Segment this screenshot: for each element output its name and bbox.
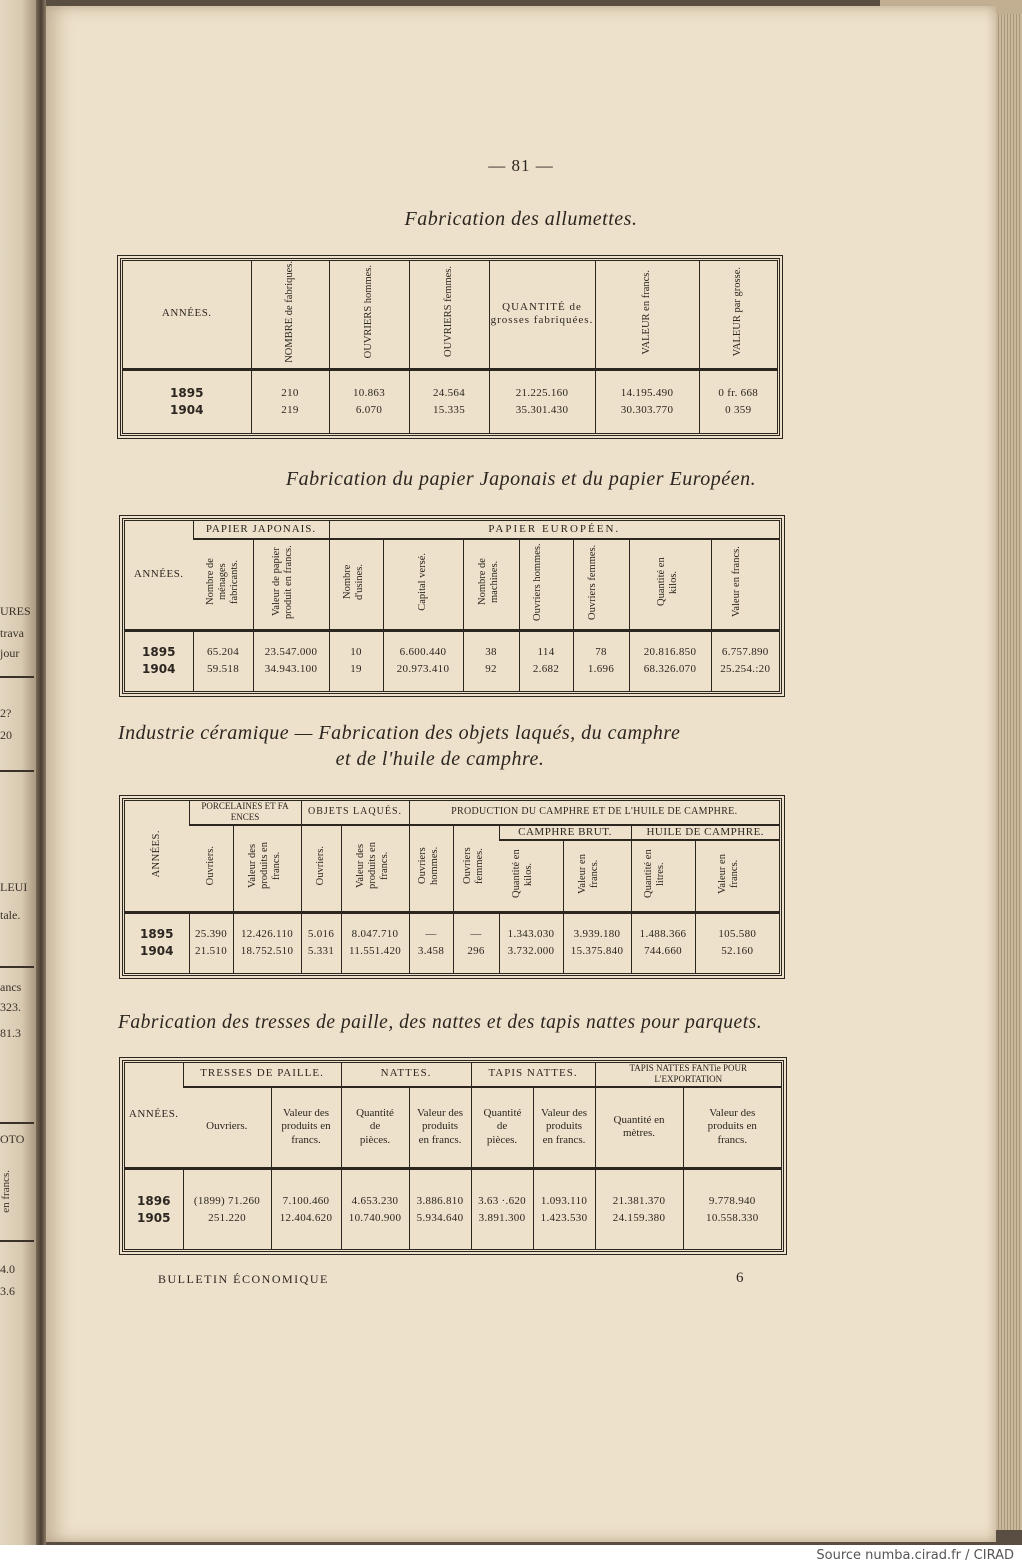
prev-fragment: 323. xyxy=(0,1000,21,1014)
data-cell: 24.564 15.335 xyxy=(409,369,489,433)
data-cell: 9.778.940 10.558.330 xyxy=(683,1169,781,1250)
data-cell: 8.047.710 11.551.420 xyxy=(341,912,409,973)
data-cell: 20.816.850 68.326.070 xyxy=(629,630,711,691)
prev-fragment: 3.6 xyxy=(0,1284,15,1298)
group-header: PORCELAINES ET FA ENCES xyxy=(189,801,301,825)
col-header: Quantité en mètres. xyxy=(595,1087,683,1169)
source-credit[interactable]: Source numba.cirad.fr / CIRAD xyxy=(816,1548,1014,1563)
col-header: Valeur en francs. xyxy=(563,840,631,912)
col-header: ANNÉES. xyxy=(125,1063,183,1169)
group-header: NATTES. xyxy=(341,1063,471,1087)
year-cell: 1895 1904 xyxy=(142,645,176,677)
col-header: Valeur des produits en francs. xyxy=(233,825,301,913)
data-cell: 38 92 xyxy=(463,630,519,691)
page-number: — 81 — xyxy=(488,156,554,175)
prev-fragment: 81.3 xyxy=(0,1026,21,1040)
col-header: Ouvriers femmes. xyxy=(573,539,629,630)
data-cell: 21.225.160 35.301.430 xyxy=(489,369,595,433)
prev-fragment: ancs xyxy=(0,980,22,994)
col-header: Ouvriers. xyxy=(301,825,341,913)
group-header: TAPIS NATTES. xyxy=(471,1063,595,1087)
col-header: ANNÉES. xyxy=(123,261,251,369)
data-cell: 105.580 52.160 xyxy=(695,912,779,973)
data-cell: 114 2.682 xyxy=(519,630,573,691)
col-header: VALEUR en francs. xyxy=(595,261,699,369)
group-header: PRODUCTION DU CAMPHRE ET DE L'HUILE DE CAMPHRE. xyxy=(409,801,779,825)
prev-fragment: 4.0 xyxy=(0,1262,15,1276)
data-cell: 23.547.000 34.943.100 xyxy=(253,630,329,691)
col-header: Ouvriers hommes. xyxy=(519,539,573,630)
prev-fragment: en francs. xyxy=(0,1170,12,1213)
data-cell: 65.204 59.518 xyxy=(193,630,253,691)
straw-mats-table xyxy=(122,1060,784,1252)
data-cell: 210 219 xyxy=(251,369,329,433)
signature-mark: 6 xyxy=(736,1270,744,1286)
data-cell: — 296 xyxy=(453,912,499,973)
col-header: Ouvriers femmes. xyxy=(453,825,499,913)
running-footer: BULLETIN ÉCONOMIQUE xyxy=(158,1272,329,1286)
col-header: Nombre de machines. xyxy=(463,539,519,630)
data-cell: 1.343.030 3.732.000 xyxy=(499,912,563,973)
col-header: Valeur des produits en francs. xyxy=(533,1087,595,1169)
col-header: Ouvriers hommes. xyxy=(409,825,453,913)
col-header: Quantité en kilos. xyxy=(499,840,563,912)
col-header: ANNÉES. xyxy=(125,801,189,912)
col-header: OUVRIERS hommes. xyxy=(329,261,409,369)
prev-fragment: OTO xyxy=(0,1132,25,1146)
subgroup-header: HUILE DE CAMPHRE. xyxy=(631,825,779,841)
col-header: Valeur des produits en francs. xyxy=(683,1087,781,1169)
data-cell: 0 fr. 668 0 359 xyxy=(699,369,777,433)
data-cell: 21.381.370 24.159.380 xyxy=(595,1169,683,1250)
group-header: OBJETS LAQUÉS. xyxy=(301,801,409,825)
prev-fragment: 2? xyxy=(0,706,12,720)
year-cell: 1895 1904 xyxy=(170,385,204,417)
data-cell: 3.63 ·.620 3.891.300 xyxy=(471,1169,533,1250)
col-header: QUANTITÉ de grosses fabriquées. xyxy=(489,261,595,369)
col-header: VALEUR par grosse. xyxy=(699,261,777,369)
col-header: Quantité en litres. xyxy=(631,840,695,912)
data-cell: 3.939.180 15.375.840 xyxy=(563,912,631,973)
col-header: Nombre de ménages fabricants. xyxy=(193,539,253,630)
book-gutter xyxy=(36,0,46,1545)
data-cell: 12.426.110 18.752.510 xyxy=(233,912,301,973)
col-header: Ouvriers. xyxy=(183,1087,271,1169)
year-cell: 1895 1904 xyxy=(140,927,174,959)
prev-fragment: URES xyxy=(0,604,31,618)
data-cell: 1.488.366 744.660 xyxy=(631,912,695,973)
table4-title: Fabrication des tresses de paille, des nattes et des tapis nattes pour parquets. xyxy=(118,1012,763,1033)
data-cell: 1.093.110 1.423.530 xyxy=(533,1169,595,1250)
data-cell: 7.100.460 12.404.620 xyxy=(271,1169,341,1250)
col-header: Valeur de papier produit en francs. xyxy=(253,539,329,630)
col-header: Valeur des produits en francs. xyxy=(271,1087,341,1169)
table1-title: Fabrication des allumettes. xyxy=(404,208,638,230)
group-header: PAPIER EUROPÉEN. xyxy=(329,521,779,539)
data-cell: 14.195.490 30.303.770 xyxy=(595,369,699,433)
col-header: Nombre d'usines. xyxy=(329,539,383,630)
data-cell: 10.863 6.070 xyxy=(329,369,409,433)
prev-fragment: jour xyxy=(0,646,20,660)
data-cell: 6.600.440 20.973.410 xyxy=(383,630,463,691)
col-header: Capital versé. xyxy=(383,539,463,630)
ceramics-camphor-table xyxy=(122,798,782,976)
data-cell: 78 1.696 xyxy=(573,630,629,691)
paper-table xyxy=(122,518,782,694)
table2-title: Fabrication du papier Japonais et du papier Européen. xyxy=(285,468,757,490)
group-header: TAPIS NATTES FANTie POUR L'EXPORTATION xyxy=(595,1063,781,1087)
table3-title-line1: Industrie céramique — Fabrication des objets laqués, du camphre xyxy=(118,722,681,744)
data-cell: 3.886.810 5.934.640 xyxy=(409,1169,471,1250)
prev-fragment: 20 xyxy=(0,728,12,742)
data-cell: — 3.458 xyxy=(409,912,453,973)
table3-title-line2: et de l'huile de camphre. xyxy=(335,748,545,770)
data-cell: 5.016 5.331 xyxy=(301,912,341,973)
col-header: Valeur en francs. xyxy=(711,539,779,630)
col-header: Ouvriers. xyxy=(189,825,233,913)
previous-page-edge xyxy=(0,0,36,1545)
year-cell: 1896 1905 xyxy=(137,1193,171,1225)
col-header: Valeur des produits en francs. xyxy=(409,1087,471,1169)
col-header: Quantité de pièces. xyxy=(341,1087,409,1169)
subgroup-header: CAMPHRE BRUT. xyxy=(499,825,631,841)
data-cell: (1899) 71.260 251.220 xyxy=(183,1169,271,1250)
data-cell: 25.390 21.510 xyxy=(189,912,233,973)
data-cell: 6.757.890 25.254.:20 xyxy=(711,630,779,691)
col-header: NOMBRE de fabriques. xyxy=(251,261,329,369)
data-cell: 4.653.230 10.740.900 xyxy=(341,1169,409,1250)
page-stack-edge xyxy=(996,14,1022,1530)
prev-fragment: tale. xyxy=(0,908,21,922)
prev-fragment: LEUI xyxy=(0,880,28,894)
group-header: TRESSES DE PAILLE. xyxy=(183,1063,341,1087)
group-header: PAPIER JAPONAIS. xyxy=(193,521,329,539)
data-cell: 10 19 xyxy=(329,630,383,691)
book-page xyxy=(46,6,996,1542)
col-header: Quantité de pièces. xyxy=(471,1087,533,1169)
matches-table xyxy=(120,258,780,436)
col-header: Valeur des produits en francs. xyxy=(341,825,409,913)
col-header: Valeur en francs. xyxy=(695,840,779,912)
col-header: Quantité en kilos. xyxy=(629,539,711,630)
col-header: OUVRIERS femmes. xyxy=(409,261,489,369)
prev-fragment: trava xyxy=(0,626,24,640)
col-header: ANNÉES. xyxy=(125,521,193,630)
